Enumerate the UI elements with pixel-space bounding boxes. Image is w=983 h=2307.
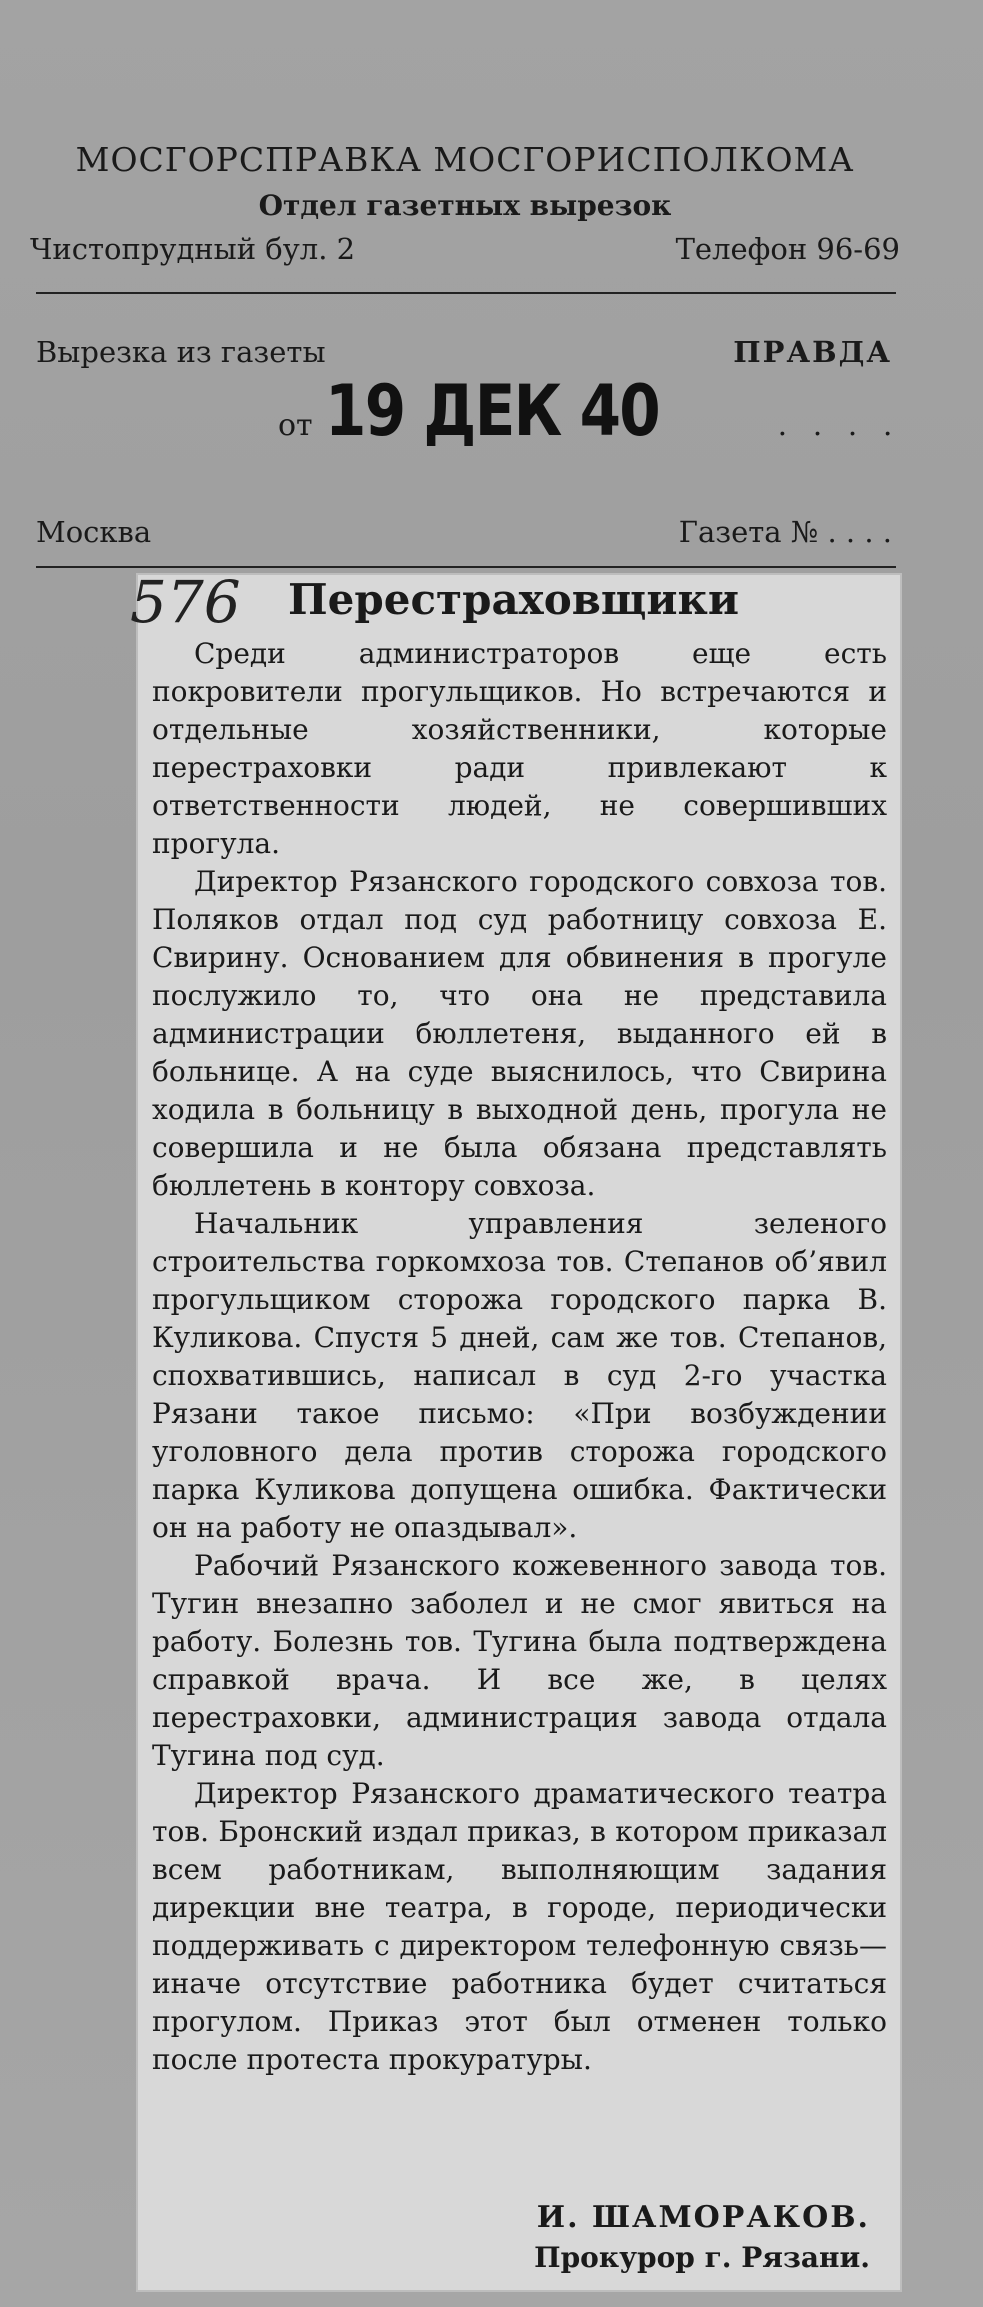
city-issue-row [36, 515, 892, 549]
department-name: Отдел газетных вырезок [258, 189, 672, 222]
handwritten-number: 576 [130, 568, 241, 636]
article-body [152, 635, 887, 2079]
article-paragraph: Начальник управления зеленого строительства горкомхоза тов. Степанов об’явил прогульщиком сторожа городского парка В. Куликова. Спустя 5 дней, сам же тов. Степанов, спохватившись, написал в суд 2-го участка Рязани такое письмо: «При возбуждении уголовного дела против сторожа городского парка Куликова допущена ошибка. Фактически он на работу не опаздывал». [152, 1207, 887, 1544]
contact-row [30, 232, 900, 266]
clip-source-row [36, 335, 892, 369]
city: Москва [36, 515, 152, 549]
signature-block [534, 2200, 870, 2274]
newspaper-name: ПРАВДА [733, 335, 892, 369]
date-line [278, 370, 900, 452]
date-dots: . . . . [777, 408, 901, 443]
phone: Телефон 96-69 [675, 232, 900, 266]
letterhead [30, 140, 900, 266]
org-name: МОСГОРСПРАВКА МОСГОРИСПОЛКОМА [75, 140, 855, 179]
newspaper-clipping [138, 575, 900, 2290]
article-paragraph: Директор Рязанского городского совхоза тов. Поляков отдал под суд работницу совхоза Е. Свирину. Основанием для обвинения в прогуле послужило то, что она не представила администрации бюллетеня, выданного ей в больнице. А на суде выяснилось, что Свирина ходила в больницу в выходной день, прогула не совершила и не была обязана представлять бюллетень в контору совхоза. [152, 865, 887, 1202]
date-prefix: от [278, 408, 313, 443]
article-paragraph: Рабочий Рязанского кожевенного завода тов. Тугин внезапно заболел и не смог явиться на работу. Болезнь тов. Тугина была подтверждена справкой врача. И все же, в целях перестраховки, администрация завода отдала Тугина под суд. [152, 1549, 887, 1772]
article-paragraph: Директор Рязанского драматического театра тов. Бронский издал приказ, в котором приказал всем работникам, выполняющим задания дирекции вне театра, в городе, периодически поддерживать с директором телефонную связь—иначе отсутствие работника будет считаться прогулом. Приказ этот был отменен только после протеста прокуратуры. [152, 1777, 887, 2076]
clip-label: Вырезка из газеты [36, 335, 326, 369]
address: Чистопрудный бул. 2 [30, 232, 356, 266]
article-paragraph: Среди администраторов еще есть покровители прогульщиков. Но встречаются и отдельные хозяйственники, которые перестраховки ради привлекают к ответственности людей, не совершивших прогула. [152, 637, 887, 860]
date-stamp: 19 ДЕК 40 [324, 370, 659, 452]
signature-name: И. ШАМОРАКОВ. [536, 2200, 870, 2235]
issue-number: Газета № . . . . [678, 515, 892, 549]
article-title: Перестраховщики [288, 575, 739, 624]
header-divider [36, 292, 896, 294]
signature-role: Прокурор г. Рязани. [534, 2241, 870, 2274]
